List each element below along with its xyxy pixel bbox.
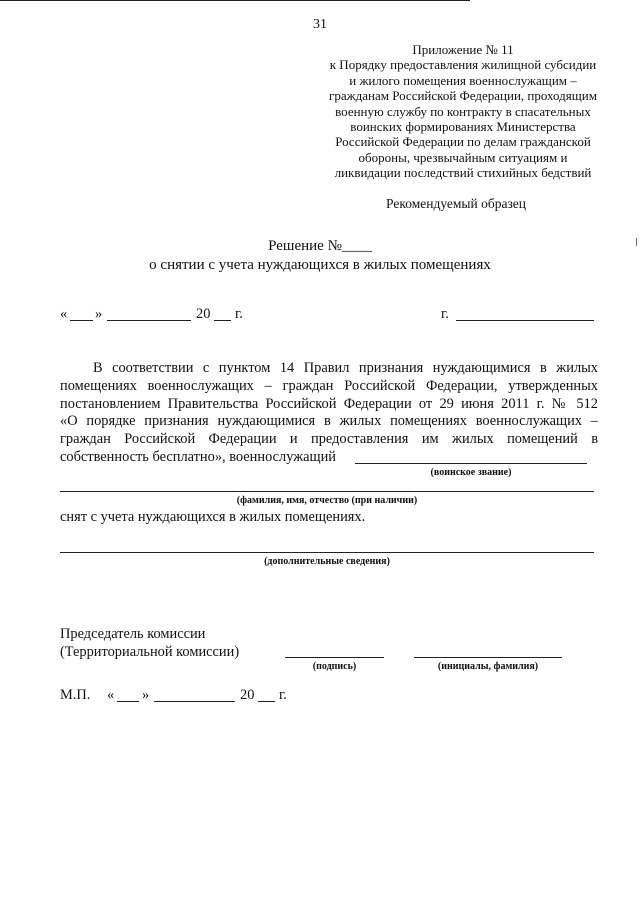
stamp-label: М.П.	[60, 687, 91, 703]
month-field[interactable]	[107, 320, 191, 321]
decision-title: Решение №____	[268, 238, 372, 254]
sign-date-quote-open: «	[107, 687, 115, 703]
day-field[interactable]	[70, 320, 93, 321]
page-number: 31	[313, 17, 327, 32]
city-field[interactable]	[456, 320, 594, 321]
sign-month-field[interactable]	[154, 701, 235, 702]
date-quote-close: »	[95, 306, 103, 322]
signature-field[interactable]	[285, 657, 384, 658]
signature-caption: (подпись)	[312, 661, 357, 672]
year-prefix: 20	[196, 306, 211, 322]
appendix-line: обороны, чрезвычайным ситуациям и	[358, 149, 568, 165]
sign-year-field[interactable]	[258, 701, 275, 702]
year-field[interactable]	[214, 320, 231, 321]
body-line: постановлением Правительства Российской Федерации от 29 июня 2011 г. № 512	[60, 395, 598, 412]
appendix-line: и жилого помещения военнослужащим –	[349, 72, 577, 88]
sign-date-quote-close: »	[142, 687, 150, 703]
chairman-label: Председатель комиссии	[60, 626, 206, 642]
rank-caption: (воинское звание)	[430, 467, 512, 478]
date-quote-open: «	[60, 306, 68, 322]
body-line: помещениях военнослужащих – граждан Российской Федерации, утвержденных	[60, 377, 598, 394]
appendix-line: ликвидации последствий стихийных бедствий	[334, 165, 592, 181]
rank-field[interactable]	[355, 463, 587, 464]
appendix-line: к Порядку предоставления жилищной субсидии	[329, 57, 597, 73]
body-last-line: собственность бесплатно», военнослужащий	[60, 449, 337, 465]
extra-info-caption: (дополнительные сведения)	[264, 556, 390, 567]
appendix-line: военную службу по контракту в спасательных	[335, 103, 591, 119]
extra-info-field[interactable]	[60, 552, 594, 553]
recommended-sample-label: Рекомендуемый образец	[386, 196, 527, 211]
decision-subtitle: о снятии с учета нуждающихся в жилых помещениях	[149, 257, 491, 273]
fio-caption: (фамилия, имя, отчество (при наличии)	[236, 495, 418, 506]
appendix-line: воинских формированиях Министерства	[350, 119, 576, 135]
year-suffix: г.	[235, 306, 243, 322]
body-line: «О порядке признания нуждающимися в жилых помещениях военнослужащих –	[60, 413, 598, 430]
appendix-line: Российской Федерации по делам гражданской	[335, 134, 591, 150]
appendix-line: Приложение № 11	[412, 42, 514, 57]
sign-day-field[interactable]	[117, 701, 139, 702]
chairman-sublabel: (Территориальной комиссии)	[60, 644, 240, 660]
name-field[interactable]	[414, 657, 562, 658]
appendix-header	[318, 42, 608, 181]
removed-text: снят с учета нуждающихся в жилых помещениях.	[60, 509, 366, 525]
body-line: граждан Российской Федерации и предоставления им жилых помещений в	[60, 431, 598, 448]
top-border-line	[0, 0, 470, 1]
name-caption: (инициалы, фамилия)	[437, 661, 539, 672]
city-prefix: г.	[441, 306, 449, 322]
sign-year-suffix: г.	[279, 687, 287, 703]
fio-field[interactable]	[60, 491, 594, 492]
appendix-line: гражданам Российской Федерации, проходящим	[329, 88, 597, 104]
sign-year-prefix: 20	[240, 687, 255, 703]
body-paragraph	[60, 360, 598, 449]
body-line: В соответствии с пунктом 14 Правил признания нуждающимися в жилых	[93, 360, 598, 376]
